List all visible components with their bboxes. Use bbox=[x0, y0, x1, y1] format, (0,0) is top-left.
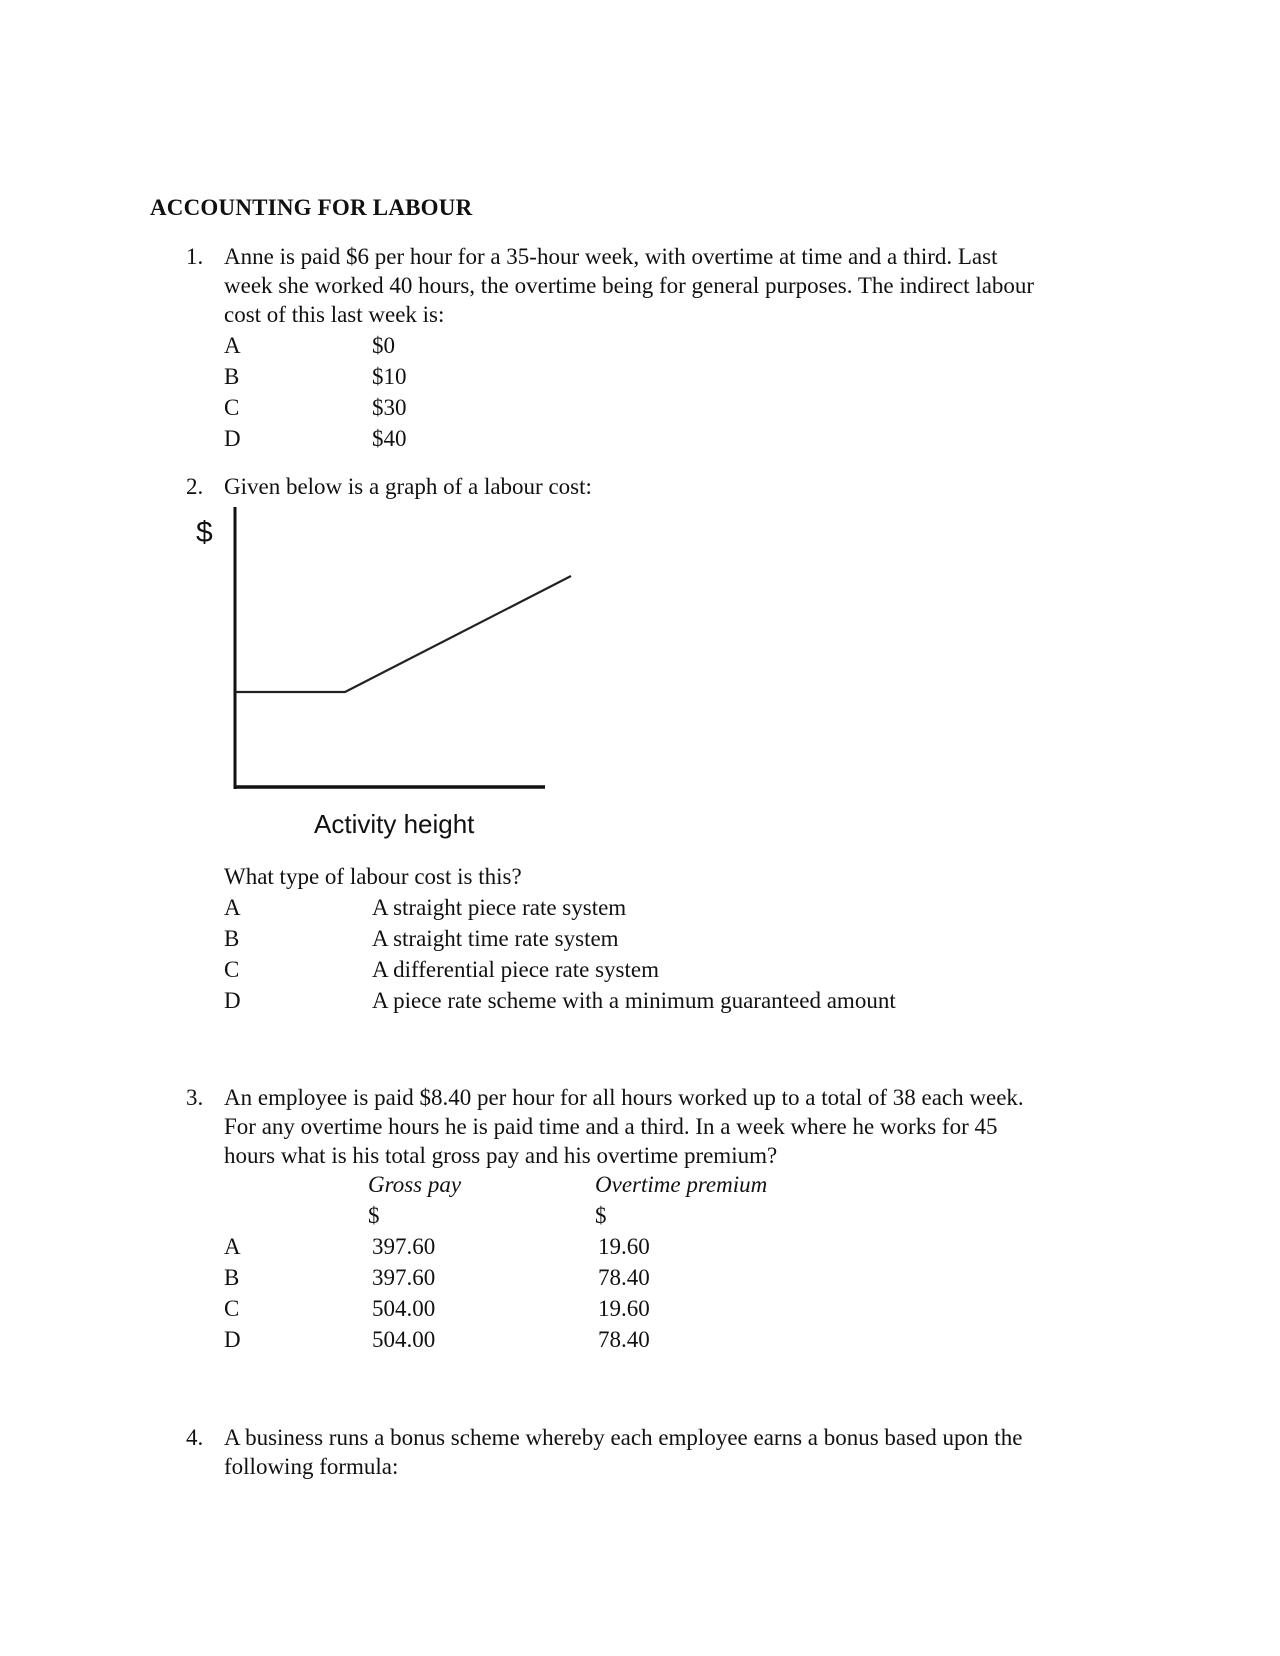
graph-x-axis-label: Activity height bbox=[314, 809, 475, 839]
option-letter: C bbox=[224, 1296, 240, 1321]
overtime-premium-value: 19.60 bbox=[598, 1234, 650, 1259]
question-number: 2. bbox=[186, 474, 204, 499]
question-text-line: An employee is paid $8.40 per hour for all hours worked up to a total of 38 each week. bbox=[224, 1085, 1024, 1110]
overtime-premium-value: 78.40 bbox=[598, 1327, 650, 1352]
gross-pay-value: 397.60 bbox=[372, 1265, 436, 1290]
question-text-line: following formula: bbox=[224, 1454, 399, 1479]
option-letter: D bbox=[224, 988, 241, 1013]
question-number: 4. bbox=[186, 1425, 204, 1450]
question-text-line: Given below is a graph of a labour cost: bbox=[224, 474, 592, 499]
graph-y-axis-label: $ bbox=[196, 516, 213, 549]
option-text: A differential piece rate system bbox=[372, 957, 659, 982]
table-unit: $ bbox=[368, 1203, 380, 1228]
overtime-premium-value: 78.40 bbox=[598, 1265, 650, 1290]
option-letter: D bbox=[224, 426, 241, 451]
table-header-overtime-premium: Overtime premium bbox=[595, 1172, 768, 1197]
option-text: $40 bbox=[372, 426, 407, 451]
option-letter: A bbox=[224, 1234, 241, 1259]
option-letter: A bbox=[224, 333, 241, 358]
gross-pay-value: 397.60 bbox=[372, 1234, 436, 1259]
option-letter: B bbox=[224, 364, 240, 389]
option-letter: D bbox=[224, 1327, 241, 1352]
option-letter: C bbox=[224, 957, 240, 982]
question-text-line: hours what is his total gross pay and his overtime premium? bbox=[224, 1143, 778, 1168]
option-letter: A bbox=[224, 895, 241, 920]
table-header-gross-pay: Gross pay bbox=[368, 1172, 462, 1197]
question-text-line: cost of this last week is: bbox=[224, 302, 445, 327]
page-title: ACCOUNTING FOR LABOUR bbox=[150, 195, 473, 220]
question-text-line: A business runs a bonus scheme whereby each employee earns a bonus based upon the bbox=[224, 1425, 1023, 1450]
overtime-premium-value: 19.60 bbox=[598, 1296, 650, 1321]
question-text-line: Anne is paid $6 per hour for a 35-hour week, with overtime at time and a third. Last bbox=[224, 244, 998, 269]
question-text-line: week she worked 40 hours, the overtime being for general purposes. The indirect labour bbox=[224, 273, 1035, 298]
question-number: 1. bbox=[186, 244, 204, 269]
option-letter: B bbox=[224, 1265, 240, 1290]
option-letter: C bbox=[224, 395, 240, 420]
question-text-line: For any overtime hours he is paid time and a third. In a week where he works for 45 bbox=[224, 1114, 998, 1139]
question-number: 3. bbox=[186, 1085, 204, 1110]
table-unit: $ bbox=[595, 1203, 607, 1228]
option-text: A straight piece rate system bbox=[372, 895, 627, 920]
question-prompt: What type of labour cost is this? bbox=[224, 864, 522, 889]
option-text: $30 bbox=[372, 395, 407, 420]
option-text: A piece rate scheme with a minimum guaranteed amount bbox=[372, 988, 896, 1013]
graph-cost-line bbox=[235, 576, 571, 692]
option-text: $0 bbox=[372, 333, 395, 358]
option-letter: B bbox=[224, 926, 240, 951]
option-text: A straight time rate system bbox=[372, 926, 619, 951]
gross-pay-value: 504.00 bbox=[372, 1327, 436, 1352]
gross-pay-value: 504.00 bbox=[372, 1296, 436, 1321]
option-text: $10 bbox=[372, 364, 407, 389]
